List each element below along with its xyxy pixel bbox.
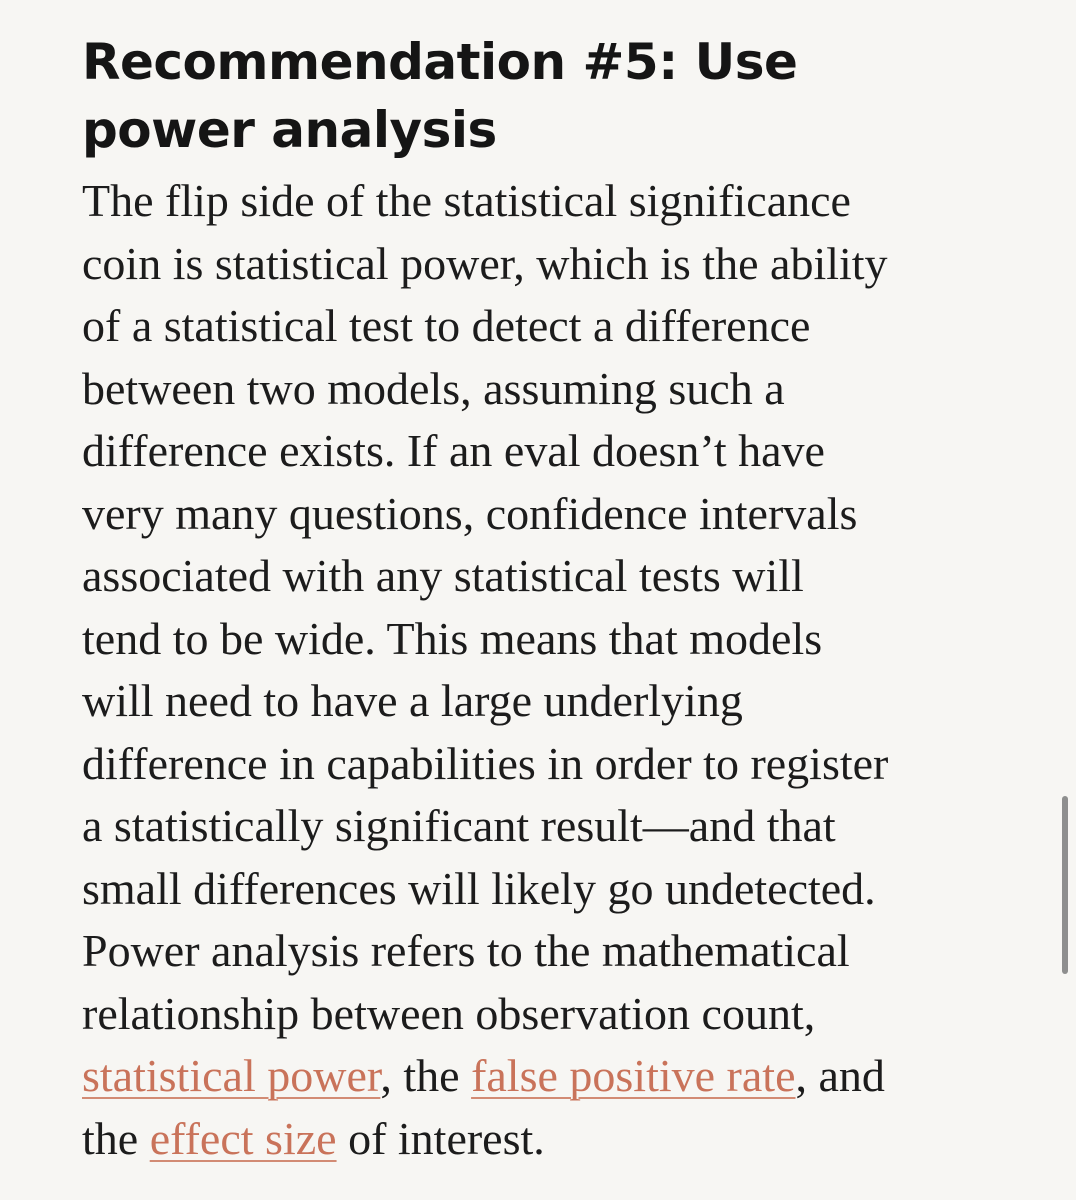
heading-line-1: Recommendation #5: Use (82, 33, 798, 91)
paragraph-line: difference in capabilities in order to register (82, 737, 889, 789)
paragraph-line: Power analysis refers to the mathematical (82, 925, 850, 976)
section-heading (82, 28, 1016, 164)
paragraph-line: coin is statistical power, which is the ability (82, 237, 888, 289)
paragraph-line: The flip side of the statistical significance (82, 175, 851, 226)
paragraph-line: small differences will likely go undetected. (82, 862, 876, 914)
paragraph-line: very many questions, confidence intervals (82, 487, 858, 539)
paragraph-line: relationship between observation count, (82, 987, 816, 1039)
paragraph-line: will need to have a large underlying (82, 675, 743, 726)
paragraph-line: a statistically significant result—and that (82, 800, 836, 851)
effect-size-link[interactable]: effect size (149, 1112, 337, 1164)
heading-line-2: power analysis (82, 101, 497, 159)
statistical-power-link[interactable]: statistical power (82, 1050, 381, 1101)
paragraph-line: between two models, assuming such a (82, 362, 785, 414)
paragraph-line: difference exists. If an eval doesn’t have (82, 425, 825, 476)
line-text: the (82, 1112, 150, 1164)
paragraph-line-with-links (82, 1108, 1016, 1171)
line-text: , and (795, 1050, 885, 1101)
paragraph-line: tend to be wide. This means that models (82, 612, 823, 664)
false-positive-rate-link[interactable]: false positive rate (471, 1050, 796, 1101)
line-text: of interest. (336, 1112, 545, 1164)
line-text: , the (380, 1050, 472, 1101)
scrollbar-thumb[interactable] (1062, 796, 1068, 974)
paragraph-line: associated with any statistical tests will (82, 550, 804, 601)
paragraph-line: of a statistical test to detect a difference (82, 300, 811, 351)
body-paragraph (82, 170, 1016, 1170)
paragraph-line-with-links (82, 1045, 1016, 1108)
